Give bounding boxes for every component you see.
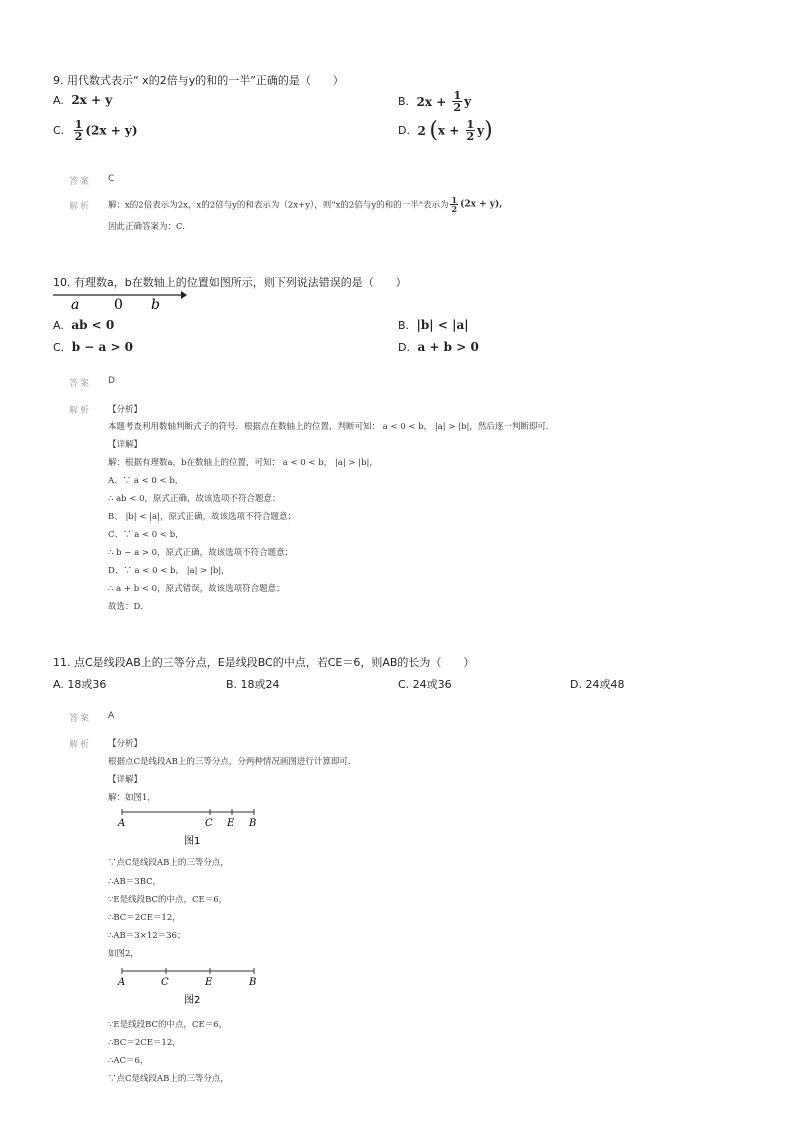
q9-option-a[interactable]: [53, 93, 112, 107]
q11-fig2-label-b: B: [249, 977, 257, 988]
q10-analysis-line: A、∵ a < 0 < b，: [108, 476, 184, 486]
q11-fig2-label-c: C: [161, 977, 169, 988]
q9-option-a-expr: 2x + y: [71, 93, 113, 107]
q10-analysis-line: 【分析】: [108, 405, 143, 415]
q11-fig1-label-b: B: [249, 818, 257, 829]
q10-analysis-line: C、∵ a < 0 < b，: [108, 530, 184, 540]
q11-analysis-line: ∴AB＝3×12＝36；: [108, 931, 186, 941]
q11-analysis-label: 解析: [69, 740, 92, 750]
q10-number-line: [53, 287, 193, 313]
q11-fig2-label-e: E: [205, 977, 213, 988]
q10-axis-label-a: a: [71, 297, 80, 313]
q11-option-b[interactable]: B. 18或24: [226, 678, 280, 691]
q9-option-d-pre: 2: [417, 123, 426, 138]
q11-analysis-line: ∴AC＝6，: [108, 1056, 149, 1066]
q10-answer: D: [108, 376, 115, 386]
q9-option-d[interactable]: [398, 118, 493, 143]
q11-fig1-label-c: C: [205, 818, 213, 829]
q9-option-d-label: D.: [398, 124, 410, 137]
q9-option-d-x: x +: [437, 123, 464, 138]
q9-option-d-lparen: (: [429, 118, 438, 143]
q10-option-a-expr: ab < 0: [71, 318, 115, 332]
q9-explanation-frac: $\frac{1}{2}$: [451, 195, 458, 214]
q11-analysis-line: 如图2，: [108, 949, 139, 959]
q9-explanation-line-2: 因此正确答案为：C.: [108, 222, 185, 232]
q10-analysis-line: ∴ b − a > 0，原式正确，故该选项不符合题意；: [108, 548, 294, 558]
q11-fig1-label-a: A: [118, 818, 126, 829]
q11-option-d[interactable]: D. 24或48: [570, 678, 625, 691]
q9-option-c-label: C.: [53, 124, 65, 137]
q10-option-b[interactable]: [398, 318, 469, 332]
q10-option-c-label: C.: [53, 341, 65, 354]
q11-analysis-line: 【分析】: [108, 739, 143, 749]
q9-option-b-label: B.: [398, 95, 410, 108]
q10-answer-label: 答案: [69, 379, 92, 389]
q11-fig1-label-e: E: [227, 818, 235, 829]
q10-analysis-line: 故选：D.: [108, 602, 143, 612]
q10-axis-arrow: [181, 291, 187, 299]
q11-analysis-line: ∵E是线段BC的中点，CE＝6，: [108, 895, 228, 905]
q11-answer: A: [108, 711, 115, 721]
q10-option-b-expr: |b| < |a|: [416, 318, 469, 332]
q9-explanation-text: 解：x的2倍表示为2x，x的2倍与y的和表示为（2x+y），则“x的2倍与y的和的一半”表示为: [108, 200, 449, 211]
q11-option-a[interactable]: A. 18或36: [53, 678, 107, 691]
q10-stem: 10. 有理数a，b在数轴上的位置如图所示，则下列说法错误的是（ ）: [53, 276, 407, 289]
q9-option-d-y: y: [477, 123, 485, 138]
q10-option-a-label: A.: [53, 319, 64, 332]
q10-analysis-line: 本题考查利用数轴判断式子的符号．根据点在数轴上的位置，判断可知： a < 0 < b， |a| > |b|，然后逐一判断即可．: [108, 422, 555, 432]
q10-analysis-line: ∴ a + b < 0，原式错误，故该选项符合题意；: [108, 584, 285, 594]
q9-stem: 9. 用代数式表示“ x的2倍与y的和的一半”正确的是（ ）: [53, 74, 344, 87]
q9-option-c-post: (2x + y): [85, 123, 138, 138]
q9-analysis-label: 解析: [69, 202, 92, 212]
q10-analysis-line: 【详解】: [108, 440, 143, 450]
q10-option-c[interactable]: [53, 340, 133, 354]
q11-analysis-line: 根据点C是线段AB上的三等分点，分两种情况画图进行计算即可．: [108, 757, 357, 767]
q10-analysis-line: B、 |b| < |a|，原式正确，故该选项不符合题意；: [108, 512, 296, 522]
q10-analysis-label: 解析: [69, 406, 92, 416]
q11-analysis-line: 【详解】: [108, 775, 143, 785]
q9-option-b-post: y: [464, 94, 472, 109]
q11-fig2-label-a: A: [118, 977, 126, 988]
q11-analysis-line: ∴AB＝3BC，: [108, 877, 162, 887]
q10-option-d-label: D.: [398, 341, 410, 354]
q9-explanation-line-1: [108, 196, 502, 213]
q11-analysis-line: ∵点C是线段AB上的三等分点，: [108, 1074, 229, 1084]
q10-analysis-line: 解：根据有理数a，b在数轴上的位置，可知： a < 0 < b， |a| > |b|，: [108, 458, 378, 468]
q9-option-c[interactable]: [53, 119, 138, 142]
q9-option-a-label: A.: [53, 94, 64, 107]
q10-analysis-line: D、∵ a < 0 < b， |a| > |b|，: [108, 566, 230, 576]
q9-option-b-pre: 2x +: [416, 94, 451, 109]
q11-figure-2: [114, 965, 264, 1007]
q11-analysis-line: ∴BC＝2CE＝12，: [108, 1038, 181, 1048]
q11-stem: 11. 点C是线段AB上的三等分点，E是线段BC的中点，若CE＝6，则AB的长为（ ）: [53, 656, 475, 669]
q11-fig2-caption: 图2: [184, 995, 201, 1006]
q10-option-d[interactable]: [398, 340, 479, 354]
q9-option-d-frac: $\frac{1}{2}$: [466, 118, 475, 143]
q11-analysis-line: ∵E是线段BC的中点，CE＝6，: [108, 1020, 228, 1030]
q9-answer-label: 答案: [69, 177, 92, 187]
q10-axis-label-zero: 0: [114, 297, 123, 313]
q9-option-c-frac: $\frac{1}{2}$: [74, 118, 83, 143]
q10-axis-label-b: b: [151, 297, 160, 313]
q9-option-b-frac: $\frac{1}{2}$: [453, 89, 462, 114]
q10-option-c-expr: b − a > 0: [71, 340, 134, 354]
q11-analysis-line: 解：如图1，: [108, 793, 156, 803]
q11-figure-1: [114, 806, 264, 846]
q11-analysis-line: ∴BC＝2CE＝12，: [108, 913, 181, 923]
q10-option-b-label: B.: [398, 319, 410, 332]
q9-option-b[interactable]: [398, 90, 471, 113]
q11-option-c[interactable]: C. 24或36: [398, 678, 452, 691]
q10-option-d-expr: a + b > 0: [417, 340, 479, 354]
q10-analysis-line: ∴ ab < 0，原式正确，故该选项不符合题意；: [108, 494, 281, 504]
q9-explanation-tail: (2x + y),: [460, 199, 503, 210]
q11-answer-label: 答案: [69, 714, 92, 724]
q9-option-d-rparen: ): [484, 118, 493, 143]
q9-answer: C: [108, 174, 115, 184]
q10-option-a[interactable]: [53, 318, 114, 332]
q11-analysis-line: ∵点C是线段AB上的三等分点，: [108, 858, 229, 868]
q11-fig1-caption: 图1: [184, 836, 201, 846]
